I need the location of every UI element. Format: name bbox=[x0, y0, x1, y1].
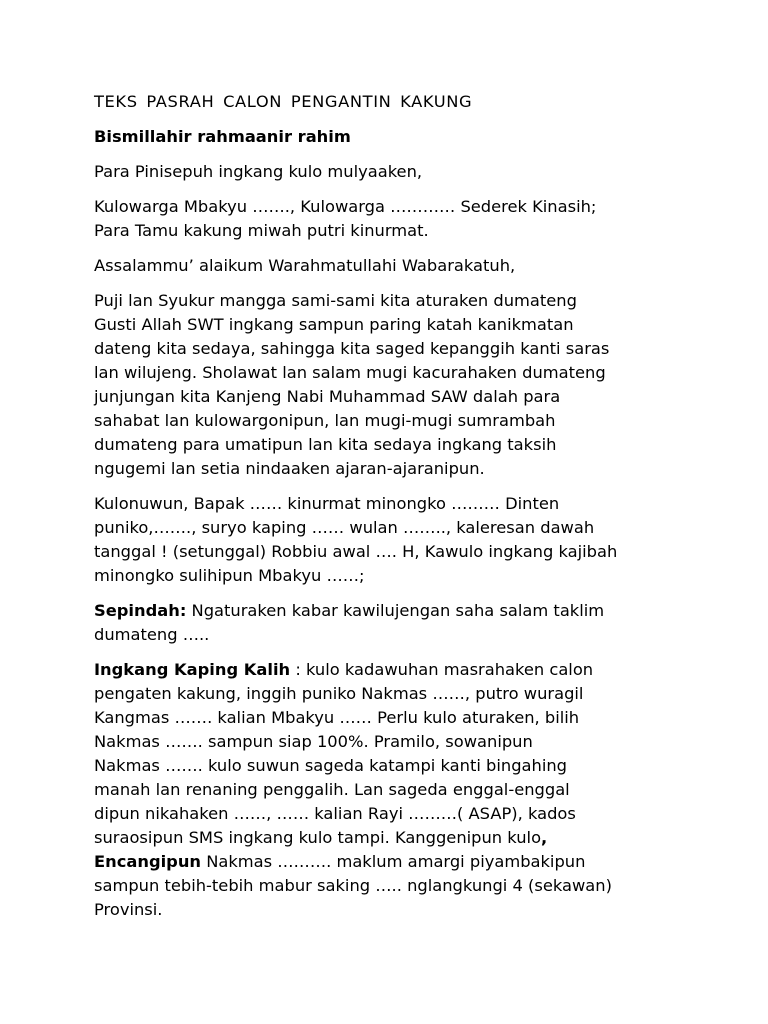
sepindah-line-1: Ngaturaken kabar kawilujengan saha salam taklim bbox=[186, 601, 605, 620]
puji-paragraph bbox=[94, 289, 694, 481]
kalih-line: Nakmas ……. sampun siap 100%. Pramilo, sowanipun bbox=[94, 732, 533, 751]
kalih-line: Nakmas ……. kulo suwun sageda katampi kanti bingahing bbox=[94, 756, 568, 775]
kalih-line-sms: suraosipun SMS ingkang kulo tampi. Kanggenipun kulo bbox=[94, 828, 542, 847]
encangipun-label: Encangipun bbox=[94, 852, 202, 871]
greeting-families-line-1: Kulowarga Mbakyu ……., Kulowarga ………… Sederek Kinasih; bbox=[94, 197, 597, 216]
sepindah-paragraph bbox=[94, 599, 694, 647]
puji-line: sahabat lan kulowargonipun, lan mugi-mugi sumrambah bbox=[94, 411, 556, 430]
kalih-bold-comma: , bbox=[541, 828, 548, 847]
kulonuwun-line: tanggal ! (setunggal) Robbiu awal …. H, Kawulo ingkang kajibah bbox=[94, 542, 618, 561]
puji-line: dateng kita sedaya, sahingga kita saged kepanggih kanti saras bbox=[94, 339, 610, 358]
greeting-families bbox=[94, 195, 694, 243]
kulonuwun-line: minongko sulihipun Mbakyu ……; bbox=[94, 566, 365, 585]
kalih-line-tebih: sampun tebih-tebih mabur saking ….. nglangkungi 4 (sekawan) bbox=[94, 876, 612, 895]
kalih-line: pengaten kakung, inggih puniko Nakmas ……, putro wuragil bbox=[94, 684, 584, 703]
kulonuwun-paragraph bbox=[94, 492, 694, 588]
kalih-line-1: : kulo kadawuhan masrahaken calon bbox=[290, 660, 594, 679]
puji-line: Gusti Allah SWT ingkang sampun paring katah kanikmatan bbox=[94, 315, 574, 334]
document-title: TEKS PASRAH CALON PENGANTIN KAKUNG bbox=[94, 92, 473, 111]
kalih-line: Kangmas ……. kalian Mbakyu …… Perlu kulo aturaken, bilih bbox=[94, 708, 580, 727]
bismillah-line: Bismillahir rahmaanir rahim bbox=[94, 127, 351, 146]
puji-line: junjungan kita Kanjeng Nabi Muhammad SAW dalah para bbox=[94, 387, 561, 406]
kulonuwun-line: Kulonuwun, Bapak …… kinurmat minongko ……… Dinten bbox=[94, 494, 560, 513]
kalih-paragraph bbox=[94, 658, 694, 922]
document-page bbox=[94, 90, 694, 933]
puji-line: dumateng para umatipun lan kita sedaya ingkang taksih bbox=[94, 435, 557, 454]
salam-line: Assalammu’ alaikum Warahmatullahi Wabarakatuh, bbox=[94, 256, 516, 275]
kulonuwun-line: puniko,……., suryo kaping …… wulan …….., kaleresan dawah bbox=[94, 518, 595, 537]
puji-line: ngugemi lan setia nindaaken ajaran-ajaranipun. bbox=[94, 459, 485, 478]
puji-line: Puji lan Syukur mangga sami-sami kita aturaken dumateng bbox=[94, 291, 577, 310]
kalih-line-provinsi: Provinsi. bbox=[94, 900, 163, 919]
kalih-line: dipun nikahaken ……, …… kalian Rayi ………( ASAP), kados bbox=[94, 804, 576, 823]
kalih-line: manah lan renaning penggalih. Lan sageda enggal-enggal bbox=[94, 780, 570, 799]
kalih-label: Ingkang Kaping Kalih bbox=[94, 660, 291, 679]
greeting-elders: Para Pinisepuh ingkang kulo mulyaaken, bbox=[94, 162, 423, 181]
sepindah-label: Sepindah: bbox=[94, 601, 187, 620]
sepindah-line-2: dumateng ….. bbox=[94, 625, 210, 644]
encangipun-line: Nakmas ………. maklum amargi piyambakipun bbox=[201, 852, 586, 871]
puji-line: lan wilujeng. Sholawat lan salam mugi kacurahaken dumateng bbox=[94, 363, 606, 382]
greeting-families-line-2: Para Tamu kakung miwah putri kinurmat. bbox=[94, 221, 429, 240]
